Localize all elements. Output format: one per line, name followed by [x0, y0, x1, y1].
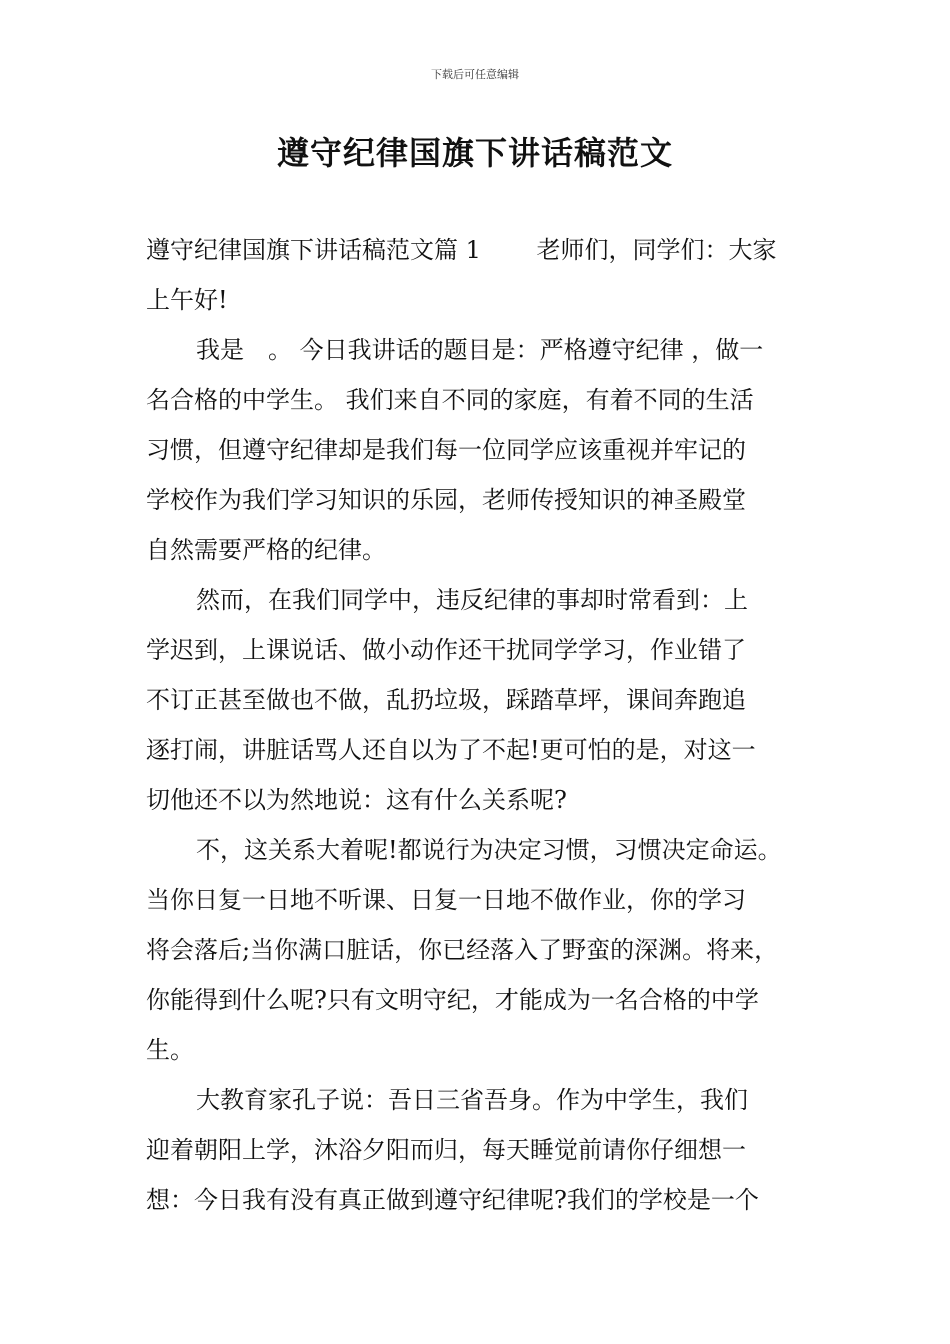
- body-line: 当你日复一日地不听课、日复一日地不做作业，你的学习: [146, 886, 746, 914]
- body-line: 自然需要严格的纪律。: [146, 536, 386, 564]
- body-line: 迎着朝阳上学，沐浴夕阳而归，每天睡觉前请你仔细想一: [146, 1136, 746, 1164]
- body-line: 想：今日我有没有真正做到遵守纪律呢?我们的学校是一个: [146, 1186, 759, 1214]
- body-line: 然而，在我们同学中，违反纪律的事却时常看到：上: [196, 586, 748, 614]
- body-line: 将会落后;当你满口脏话，你已经落入了野蛮的深渊。将来，: [146, 936, 779, 964]
- body-line: 遵守纪律国旗下讲话稿范文篇 1 老师们，同学们：大家: [146, 236, 777, 264]
- body-line: 习惯，但遵守纪律却是我们每一位同学应该重视并牢记的: [146, 436, 746, 464]
- document-body: [146, 225, 826, 1225]
- body-line: 大教育家孔子说：吾日三省吾身。作为中学生，我们: [196, 1086, 748, 1114]
- header-note: 下载后可任意编辑: [431, 68, 519, 81]
- body-line: 学校作为我们学习知识的乐园，老师传授知识的神圣殿堂: [146, 486, 746, 514]
- body-line: 你能得到什么呢?只有文明守纪，才能成为一名合格的中学: [146, 986, 759, 1014]
- body-line: 不订正甚至做也不做，乱扔垃圾，踩踏草坪，课间奔跑追: [146, 686, 746, 714]
- body-line: 逐打闹，讲脏话骂人还自以为了不起!更可怕的是，对这一: [146, 736, 756, 764]
- body-line: 名合格的中学生。 我们来自不同的家庭，有着不同的生活: [146, 386, 754, 414]
- body-line: 上午好!: [146, 286, 228, 314]
- body-line: 我是 。 今日我讲话的题目是：严格遵守纪律 ，做一: [196, 336, 764, 364]
- body-line: 不，这关系大着呢!都说行为决定习惯，习惯决定命运。: [196, 836, 782, 864]
- body-line: 学迟到，上课说话、做小动作还干扰同学学习，作业错了: [146, 636, 746, 664]
- page-title: 遵守纪律国旗下讲话稿范文: [276, 134, 673, 172]
- body-line: 切他还不以为然地说：这有什么关系呢?: [146, 786, 567, 814]
- body-line: 生。: [146, 1036, 194, 1064]
